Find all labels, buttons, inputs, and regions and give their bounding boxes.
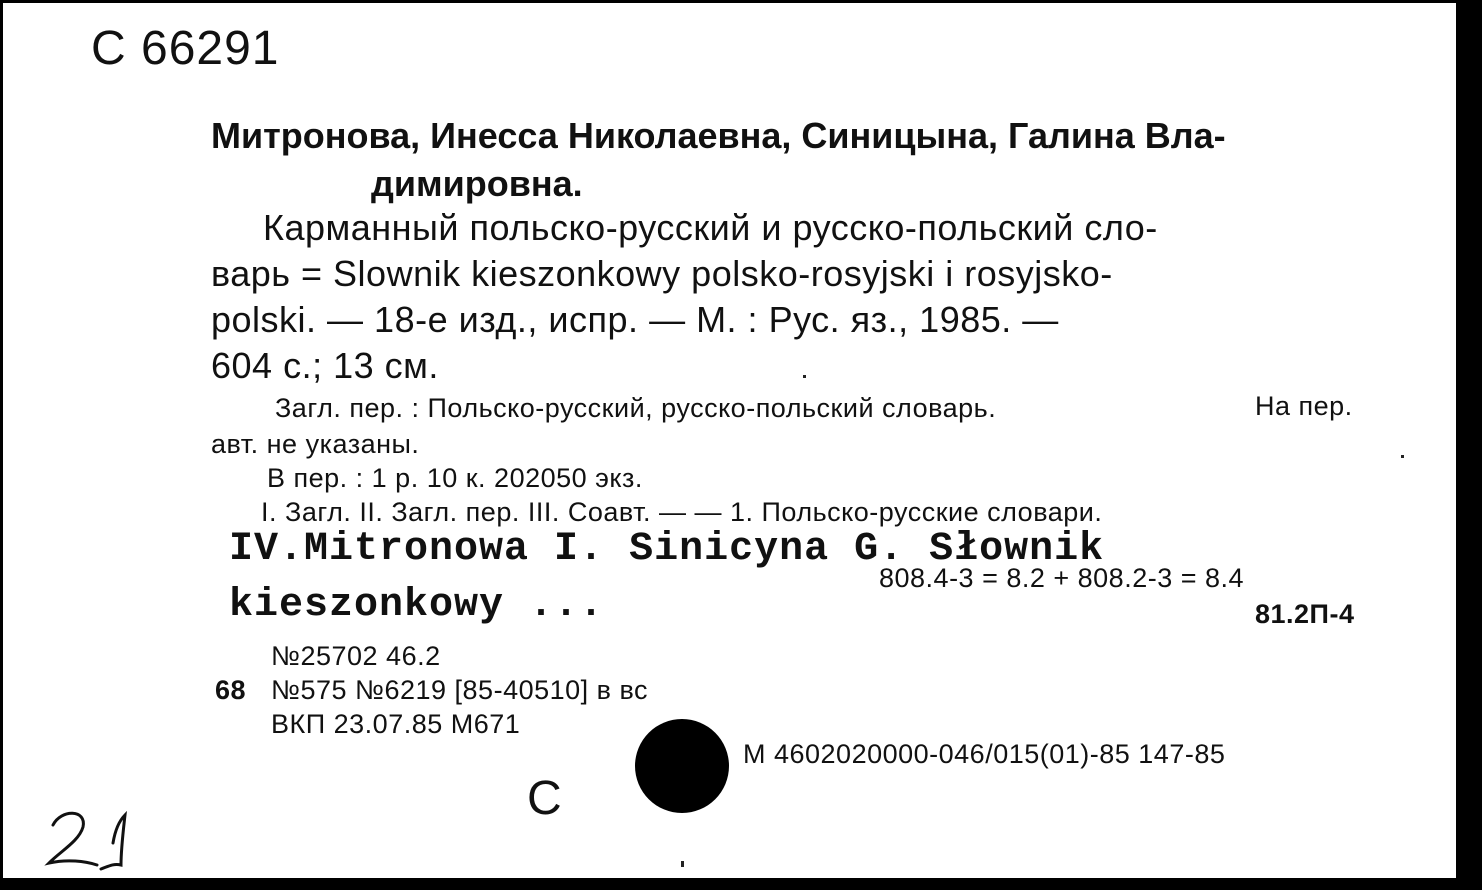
- speck: [1401, 455, 1404, 458]
- isbn-line: М 4602020000-046/015(01)-85 147-85: [743, 739, 1226, 769]
- typed-line-2: kieszonkowy ...: [229, 583, 605, 628]
- note-line-1-end: На пер.: [1255, 391, 1353, 421]
- ref-line-3: ВКП 23.07.85 М671: [271, 709, 521, 739]
- punch-hole-dot: [635, 719, 729, 813]
- author-line-2: димировна.: [371, 163, 583, 204]
- note-line-1: Загл. пер. : Польско-русский, русско-польский словарь.: [275, 393, 997, 423]
- typed-line-1: IV.Mitronowa I. Sinicyna G. Słownik: [229, 527, 1105, 572]
- ref-line-2: №575 №6219 [85-40510] в вс: [271, 675, 649, 705]
- title-line-3: polski. — 18-е изд., испр. — М. : Рус. яз., 1985. —: [211, 299, 1059, 340]
- letter-c: С: [527, 772, 562, 825]
- speck: [681, 861, 684, 867]
- tracing-line: I. Загл. II. Загл. пер. III. Соавт. — — 1. Польско-русские словари.: [261, 497, 1103, 527]
- ref-line-1: №25702 46.2: [271, 641, 441, 671]
- class-numbers: 808.4-3 = 8.2 + 808.2-3 = 8.4: [879, 563, 1245, 593]
- class-number-2: 81.2П-4: [1255, 599, 1355, 629]
- title-line-1: Карманный польско-русский и русско-польский сло-: [263, 207, 1158, 248]
- ref-line-2-prefix: 68: [215, 675, 247, 705]
- price-line: В пер. : 1 р. 10 к. 202050 экз.: [267, 463, 643, 493]
- title-line-4: 604 с.; 13 см.: [211, 345, 439, 386]
- note-line-2: авт. не указаны.: [211, 429, 420, 459]
- speck: [803, 375, 806, 378]
- call-number: С 66291: [91, 22, 280, 75]
- author-line-1: Митронова, Инесса Николаевна, Синицына, Галина Вла-: [211, 115, 1226, 156]
- handwritten-number: [43, 803, 133, 878]
- title-line-2: варь = Slownik kieszonkowy polsko-rosyjski i rosyjsko-: [211, 253, 1113, 294]
